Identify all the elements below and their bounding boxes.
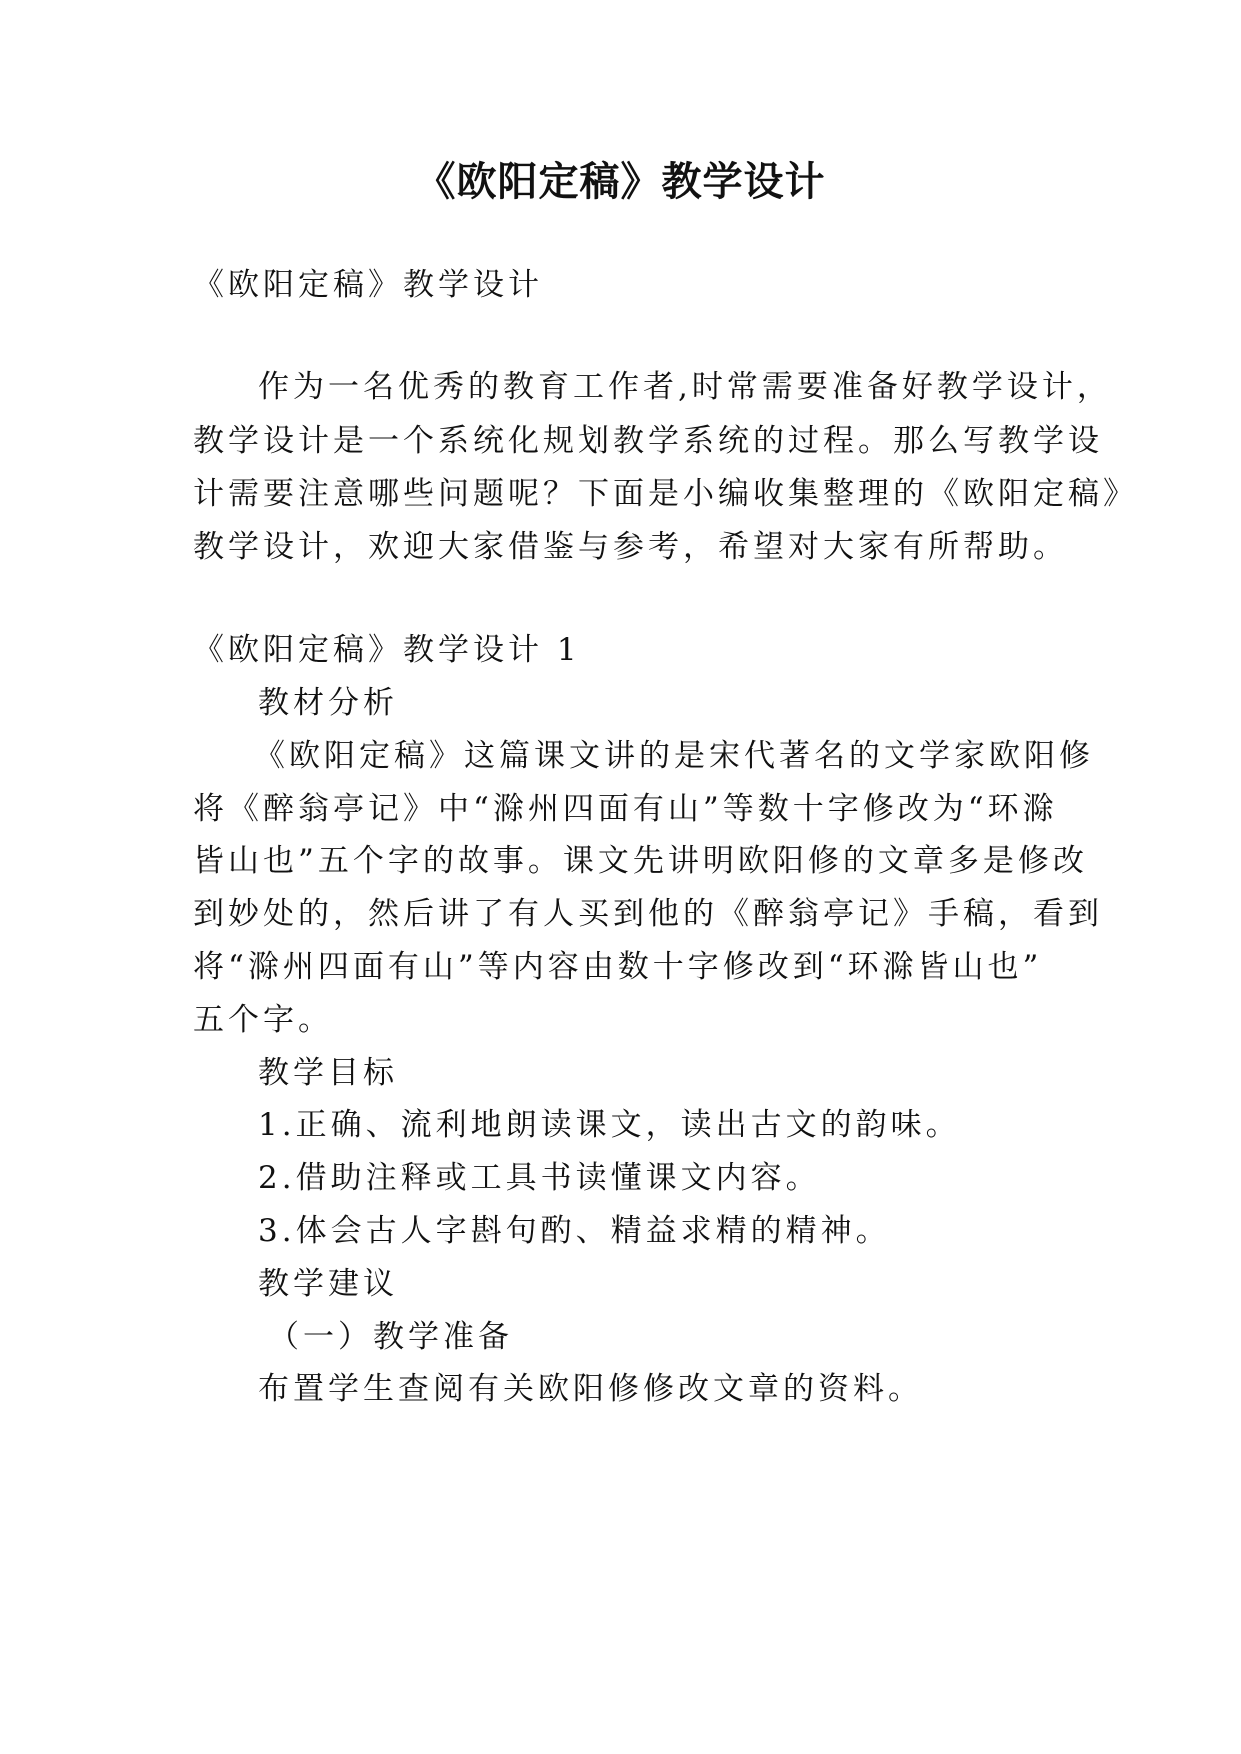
document-title: 《欧阳定稿》教学设计 (415, 159, 826, 205)
intro-line-4: 教学设计，欢迎大家借鉴与参考，希望对大家有所帮助。 (193, 529, 1068, 565)
prep-text: 布置学生查阅有关欧阳修修改文章的资料。 (258, 1371, 923, 1407)
analysis-line-1: 《欧阳定稿》这篇课文讲的是宋代著名的文学家欧阳修 (254, 738, 1094, 774)
analysis-line-6: 五个字。 (193, 1002, 333, 1038)
intro-line-2: 教学设计是一个系统化规划教学系统的过程。那么写教学设 (193, 423, 1103, 459)
analysis-line-4: 到妙处的，然后讲了有人买到他的《醉翁亭记》手稿，看到 (193, 896, 1103, 932)
analysis-line-3: 皆山也”五个字的故事。课文先讲明欧阳修的文章多是修改 (193, 843, 1088, 879)
document-subtitle: 《欧阳定稿》教学设计 (193, 267, 543, 303)
section-heading: 《欧阳定稿》教学设计 1 (193, 632, 581, 668)
goal-item-2: 2.借助注释或工具书读懂课文内容。 (258, 1160, 821, 1196)
suggest-heading: 教学建议 (258, 1266, 398, 1302)
intro-line-1: 作为一名优秀的教育工作者,时常需要准备好教学设计， (258, 369, 1112, 405)
goals-heading: 教学目标 (258, 1055, 398, 1091)
analysis-heading: 教材分析 (258, 685, 398, 721)
intro-line-3: 计需要注意哪些问题呢？下面是小编收集整理的《欧阳定稿》 (193, 476, 1138, 512)
analysis-line-2: 将《醉翁亭记》中“滁州四面有山”等数十字修改为“环滁 (193, 791, 1058, 827)
prep-heading: （一）教学准备 (268, 1319, 513, 1355)
goal-item-3: 3.体会古人字斟句酌、精益求精的精神。 (258, 1213, 891, 1249)
analysis-line-5: 将“滁州四面有山”等内容由数十字修改到“环滁皆山也” (193, 949, 1043, 985)
goal-item-1: 1.正确、流利地朗读课文，读出古文的韵味。 (258, 1107, 961, 1143)
